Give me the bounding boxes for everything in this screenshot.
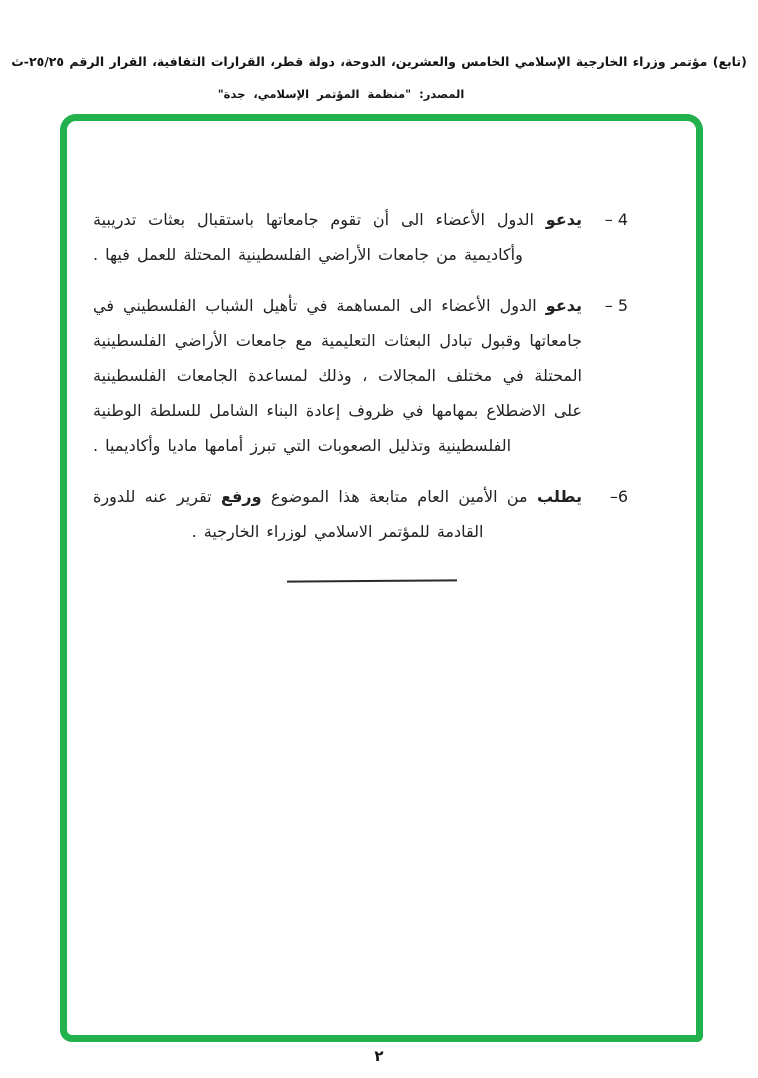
item-bold-word: ورفع (220, 487, 262, 506)
item-text (93, 288, 582, 463)
resolution-item-5 (93, 288, 628, 463)
item-lead-word: يدعو (545, 296, 582, 315)
item-lead-word: يطلب (536, 487, 582, 506)
item-number: 5 – (604, 296, 628, 315)
document-header (0, 50, 758, 103)
resolution-item-6 (93, 479, 628, 549)
item-text (93, 202, 582, 272)
item-body-text: الدول الأعضاء الى المساهمة في تأهيل الشباب الفلسطيني في جامعاتها وقبول تبادل البعثات التعليمية مع جامعات الأراضي الفلسطينية المحتلة في مختلف المجالات ، وذلك لمساعدة الجامعات الفلسطينية على الاضطلاع بمهامها في ظروف إعادة البناء الشامل للسلطة الوطنية الفلسطينية وتذليل الصعوبات التي تبرز أمامها ماديا وأكاديميا . (93, 296, 582, 455)
item-number: 4 – (604, 210, 628, 229)
page-number: ٢ (374, 1047, 384, 1065)
resolution-item-4 (93, 202, 628, 272)
item-body-text-cont: تقرير عنه للدورة القادمة للمؤتمر الاسلامي لوزراء الخارجية . (93, 487, 484, 541)
item-text (93, 479, 582, 549)
item-body-text: الدول الأعضاء الى أن تقوم جامعاتها باستقبال بعثات تدريبية وأكاديمية من جامعات الأراضي الفلسطينية المحتلة للعمل فيها . (93, 210, 534, 264)
item-number: 6– (609, 487, 628, 506)
resolution-list (93, 202, 628, 565)
header-title-line: (تابع) مؤتمر وزراء الخارجية الإسلامي الخامس والعشرين، الدوحة، دولة قطر، القرارات الثقافية، القرار الرقم ٢٥/٢٥-ث (11, 54, 747, 69)
item-lead-word: يدعو (545, 210, 582, 229)
item-body-text: من الأمين العام متابعة هذا الموضوع (270, 487, 528, 506)
header-source-line: المصدر: "منظمة المؤتمر الإسلامي، جدة" (217, 87, 465, 101)
